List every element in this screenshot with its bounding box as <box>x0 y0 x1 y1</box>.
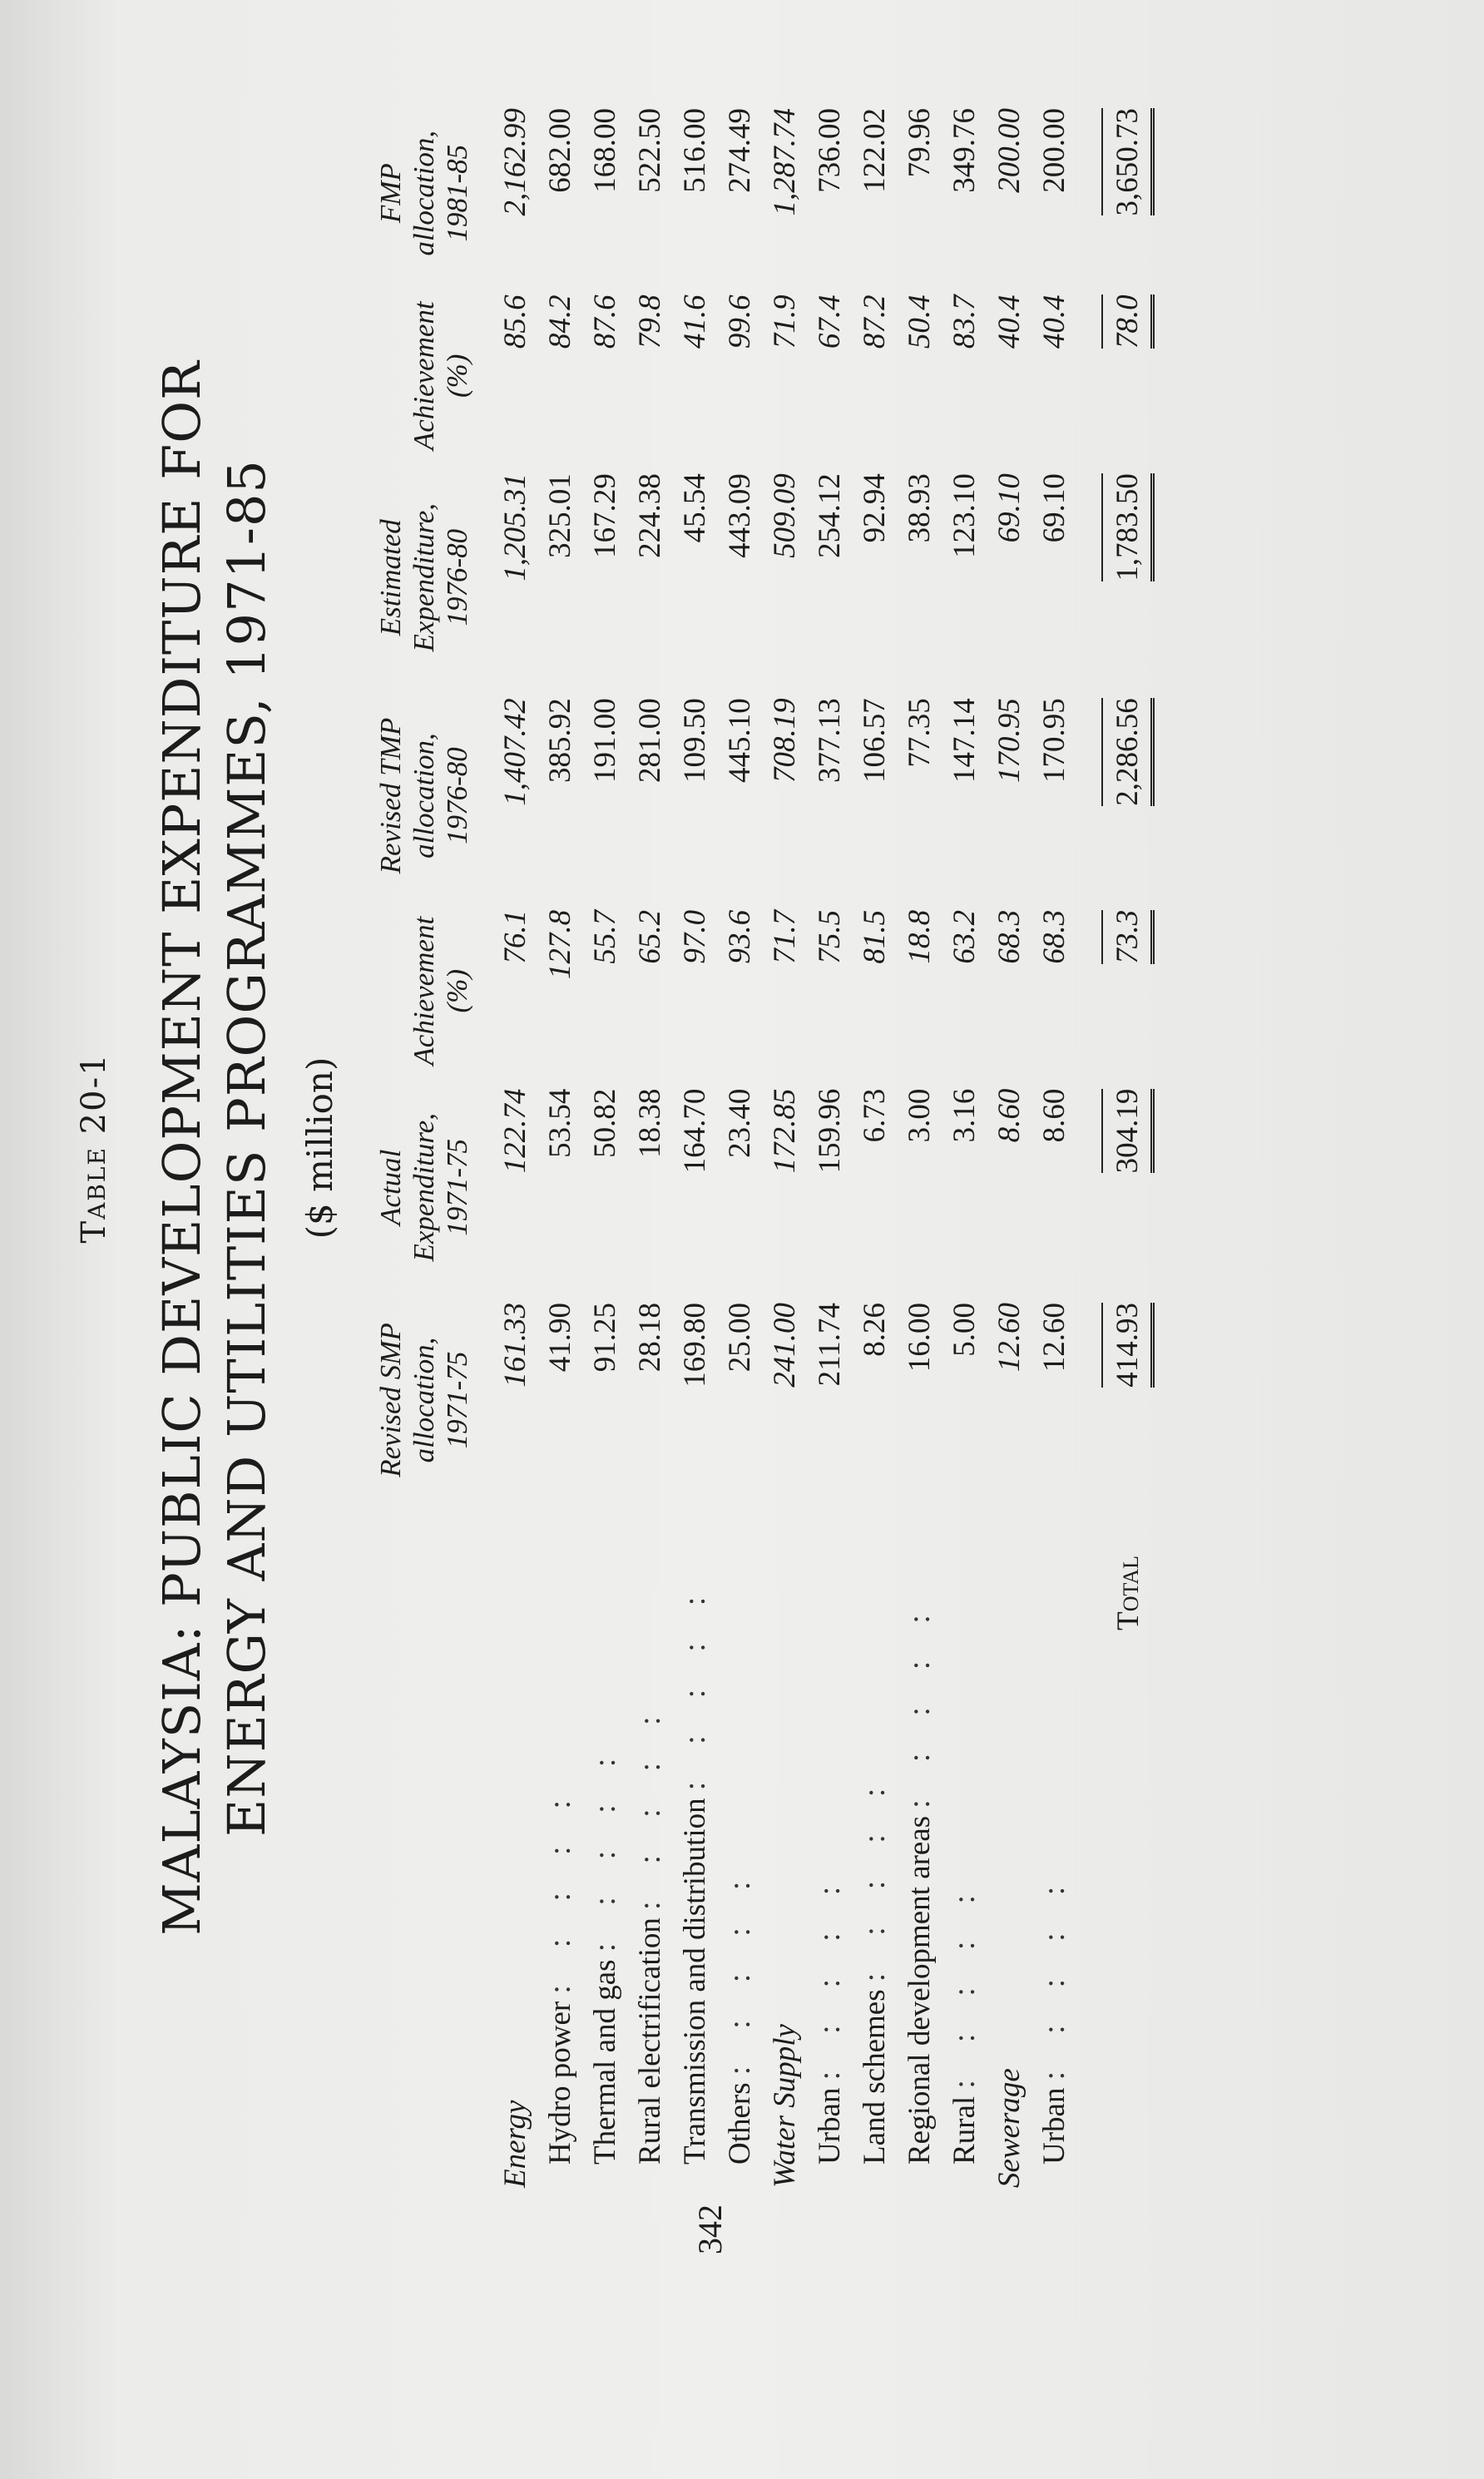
table-cell: 68.3 <box>992 909 1026 964</box>
table-cell: 41.6 <box>677 294 712 349</box>
total-value: 414.93 <box>1101 1303 1155 1388</box>
table-row <box>942 100 987 2196</box>
table-cell: 123.10 <box>947 473 982 558</box>
table-cell: 241.00 <box>767 1302 802 1388</box>
table-cell: 1,205.31 <box>497 473 532 581</box>
header-fmp-allocation: FMP allocation, 1981-85 <box>374 130 473 256</box>
header-revised-smp: Revised SMP allocation, 1971-75 <box>374 1323 473 1477</box>
total-row <box>1076 100 1156 2196</box>
table-cell: 55.7 <box>587 909 622 964</box>
row-label-text: Hydro power <box>542 2001 577 2165</box>
total-cell <box>1076 100 1156 286</box>
table-cell: 53.54 <box>542 1088 577 1158</box>
table-cell: 87.6 <box>587 294 622 349</box>
table-cell: 41.90 <box>542 1302 577 1373</box>
table-cell: 509.09 <box>767 473 802 558</box>
table-row <box>897 100 942 2196</box>
table-cell: 79.8 <box>632 294 667 349</box>
table-cell: 445.10 <box>722 698 757 784</box>
table-row <box>537 100 582 2196</box>
header-revised-tmp: Revised TMP allocation, 1976-80 <box>374 717 473 874</box>
leader-dots: : : : : : <box>722 1866 757 2076</box>
table-cell: 385.92 <box>542 698 577 784</box>
table-cell: 16.00 <box>902 1302 937 1373</box>
row-label-text: Land schemes <box>857 1989 892 2165</box>
rotated-table-block <box>50 83 1414 2213</box>
table-unit: ($ million) <box>299 1056 340 1240</box>
table-title-line-1: MALAYSIA: PUBLIC DEVELOPMENT EXPENDITURE FOR <box>151 360 212 1936</box>
total-value: 3,650.73 <box>1101 108 1155 216</box>
row-label <box>807 1506 852 2196</box>
table-cell: 1,407.42 <box>497 698 532 806</box>
table-cell: 682.00 <box>542 108 577 193</box>
table-cell: 5.00 <box>947 1302 982 1357</box>
row-label-text: Energy <box>497 2100 532 2188</box>
row-label <box>942 1506 987 2196</box>
table-cell: 12.60 <box>1036 1302 1071 1373</box>
table-cell: 83.7 <box>947 294 982 349</box>
table-cell: 122.74 <box>497 1088 532 1174</box>
total-label: Total <box>1111 1556 1145 1630</box>
table-cell: 516.00 <box>677 108 712 193</box>
table-cell: 211.74 <box>812 1302 847 1387</box>
table-cell: 161.33 <box>497 1302 532 1388</box>
table-cell: 38.93 <box>902 473 937 543</box>
table-cell: 65.2 <box>632 909 667 964</box>
table-cell: 736.00 <box>812 108 847 193</box>
table-cell: 170.95 <box>992 698 1026 784</box>
table-cell: 3.00 <box>902 1088 937 1143</box>
table-row <box>672 100 717 2196</box>
table-cell: 69.10 <box>992 473 1026 543</box>
table-cell: 18.8 <box>902 909 937 964</box>
table-cell: 8.26 <box>857 1302 892 1357</box>
row-label <box>537 1506 582 2196</box>
table-row <box>582 100 627 2196</box>
row-label-text: Regional development areas <box>902 1815 937 2165</box>
leader-dots: : : : : : <box>857 1773 892 1982</box>
table-cell: 8.60 <box>992 1088 1026 1143</box>
row-label-text: Thermal and gas <box>587 1959 622 2165</box>
table-cell: 92.94 <box>857 473 892 543</box>
table-cell: 99.6 <box>722 294 757 349</box>
table-cell: 45.54 <box>677 473 712 543</box>
total-cell <box>1076 902 1156 1081</box>
table-cell: 106.57 <box>857 698 892 784</box>
table-row <box>492 100 537 2196</box>
table-cell: 3.16 <box>947 1088 982 1143</box>
table-cell: 172.85 <box>767 1088 802 1174</box>
table-row <box>852 100 897 2196</box>
table-cell: 76.1 <box>497 909 532 964</box>
table-title-line-2: ENERGY AND UTILITIES PROGRAMMES, 1971-85 <box>216 459 277 1837</box>
header-achievement-2: Achievement (%) <box>408 301 473 451</box>
row-label-text: Rural electrification <box>632 1917 667 2165</box>
table-cell: 443.09 <box>722 473 757 558</box>
table-cell: 97.0 <box>677 909 712 964</box>
table-cell: 159.96 <box>812 1088 847 1174</box>
table-cell: 79.96 <box>902 108 937 178</box>
table-cell: 85.6 <box>497 294 532 349</box>
table-cell: 170.95 <box>1036 698 1071 784</box>
table-row <box>717 100 762 2196</box>
table-cell: 281.00 <box>632 698 667 784</box>
table-cell: 522.50 <box>632 108 667 193</box>
table-cell: 12.60 <box>992 1302 1026 1373</box>
row-label-text: Sewerage <box>992 2068 1026 2188</box>
leader-dots: : : : : : <box>677 1581 712 1791</box>
table-cell: 28.18 <box>632 1302 667 1373</box>
table-cell: 708.19 <box>767 698 802 784</box>
total-value: 1,783.50 <box>1101 473 1155 581</box>
table-cell: 349.76 <box>947 108 982 193</box>
expenditure-table <box>374 100 1156 2196</box>
table-cell: 84.2 <box>542 294 577 349</box>
leader-dots: : : : : : <box>1036 1871 1071 2081</box>
table-cell: 164.70 <box>677 1088 712 1174</box>
total-cell <box>1076 465 1156 690</box>
table-label: Table 20-1 <box>75 1052 113 1244</box>
table-cell: 8.60 <box>1036 1088 1071 1143</box>
header-achievement-1: Achievement (%) <box>408 916 473 1066</box>
table-cell: 147.14 <box>947 698 982 784</box>
row-label <box>492 1506 537 2196</box>
table-cell: 168.00 <box>587 108 622 193</box>
table-cell: 68.3 <box>1036 909 1071 964</box>
table-row <box>987 100 1031 2196</box>
table-cell: 25.00 <box>722 1302 757 1373</box>
total-value: 78.0 <box>1101 294 1155 349</box>
leader-dots: : : : : : <box>812 1871 847 2081</box>
table-cell: 71.9 <box>767 294 802 349</box>
table-cell: 200.00 <box>992 108 1026 193</box>
row-label <box>762 1506 807 2196</box>
table-cell: 122.02 <box>857 108 892 193</box>
leader-dots: : : : : : <box>902 1600 937 1809</box>
row-label <box>987 1506 1031 2196</box>
table-row <box>1031 100 1076 2196</box>
header-estimated-expenditure: Estimated Expenditure, 1976-80 <box>374 502 473 652</box>
total-cell <box>1076 1081 1156 1294</box>
table-cell: 77.35 <box>902 698 937 768</box>
table-cell: 87.2 <box>857 294 892 349</box>
row-label <box>672 1506 717 2196</box>
table-cell: 75.5 <box>812 909 847 964</box>
total-value: 73.3 <box>1101 910 1155 964</box>
header-row <box>374 100 492 2196</box>
table-cell: 50.82 <box>587 1088 622 1158</box>
table-cell: 93.6 <box>722 909 757 964</box>
table-cell: 91.25 <box>587 1302 622 1373</box>
table-cell: 167.29 <box>587 473 622 558</box>
table-cell: 2,162.99 <box>497 108 532 216</box>
table-cell: 254.12 <box>812 473 847 558</box>
table-cell: 377.13 <box>812 698 847 784</box>
table-cell: 40.4 <box>992 294 1026 349</box>
table-cell: 69.10 <box>1036 473 1071 543</box>
table-title <box>150 83 279 2213</box>
row-label-text: Transmission and distribution <box>677 1798 712 2165</box>
table-row <box>762 100 807 2196</box>
table-cell: 71.7 <box>767 909 802 964</box>
leader-dots: : : : : : <box>632 1701 667 1910</box>
table-cell: 274.49 <box>722 108 757 193</box>
page-number: 342 <box>691 2204 729 2254</box>
table-cell: 325.01 <box>542 473 577 558</box>
table-cell: 81.5 <box>857 909 892 964</box>
row-label <box>1031 1506 1076 2196</box>
row-label <box>897 1506 942 2196</box>
total-value: 2,286.56 <box>1101 698 1155 806</box>
row-label <box>582 1506 627 2196</box>
row-label-text: Urban <box>812 2087 847 2165</box>
table-cell: 109.50 <box>677 698 712 784</box>
row-label-text: Others <box>722 2082 757 2165</box>
total-cell <box>1076 286 1156 465</box>
table-cell: 23.40 <box>722 1088 757 1158</box>
table-cell: 50.4 <box>902 294 937 349</box>
table-cell: 1,287.74 <box>767 108 802 216</box>
row-label <box>717 1506 762 2196</box>
leader-dots: : : : : : <box>947 1880 982 2089</box>
header-label-column <box>374 1506 492 2196</box>
table-cell: 63.2 <box>947 909 982 964</box>
total-value: 304.19 <box>1101 1089 1155 1174</box>
table-cell: 224.38 <box>632 473 667 558</box>
total-cell <box>1076 690 1156 902</box>
table-cell: 191.00 <box>587 698 622 784</box>
row-label-text: Water Supply <box>767 2024 802 2188</box>
table-cell: 18.38 <box>632 1088 667 1158</box>
row-label-text: Urban <box>1036 2087 1071 2165</box>
leader-dots: : : : : : <box>542 1785 577 1994</box>
row-label <box>852 1506 897 2196</box>
row-label <box>627 1506 672 2196</box>
table-cell: 169.80 <box>677 1302 712 1388</box>
table-cell: 127.8 <box>542 909 577 980</box>
table-row <box>807 100 852 2196</box>
table-cell: 200.00 <box>1036 108 1071 193</box>
header-actual-expenditure: Actual Expenditure, 1971-75 <box>374 1113 473 1262</box>
row-label-text: Rural <box>947 2096 982 2165</box>
table-row <box>627 100 672 2196</box>
total-cell <box>1076 1294 1156 1506</box>
leader-dots: : : : : : <box>587 1743 622 1952</box>
table-cell: 67.4 <box>812 294 847 349</box>
table-cell: 40.4 <box>1036 294 1071 349</box>
table-cell: 6.73 <box>857 1088 892 1143</box>
